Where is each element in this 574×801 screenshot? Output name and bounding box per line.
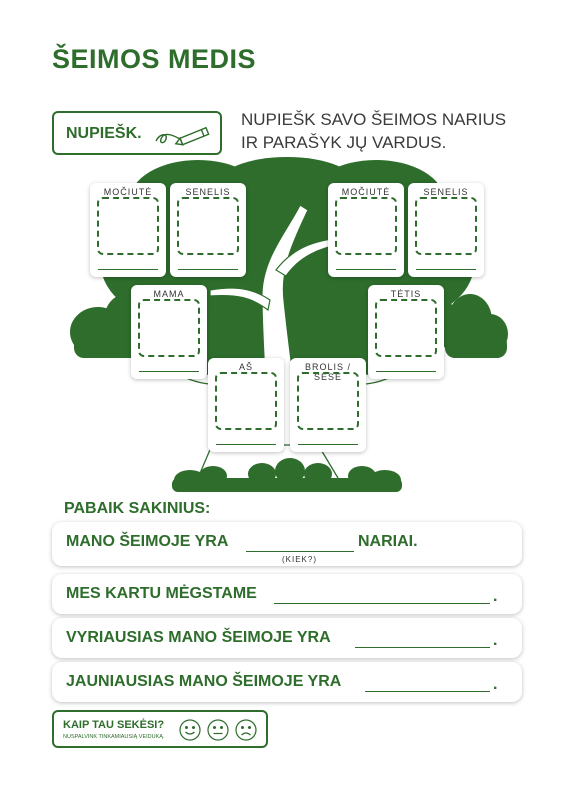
sentence-text: JAUNIAUSIAS MANO ŠEIMOJE YRA (66, 673, 342, 690)
card-label: BROLIS / SESĖ (304, 362, 351, 382)
drawing-frame[interactable] (138, 299, 200, 357)
self-evaluation-box (52, 710, 268, 748)
sentence-text-end: NARIAI. (358, 533, 418, 550)
instruction-line-1: NUPIEŠK SAVO ŠEIMOS NARIUS (241, 110, 507, 129)
happy-face-icon[interactable] (180, 720, 200, 740)
name-line[interactable] (298, 444, 358, 445)
answer-blank[interactable] (365, 691, 490, 692)
sentence-period: . (493, 676, 498, 693)
answer-blank[interactable] (355, 647, 490, 648)
card-label: MOČIUTĖ (341, 187, 391, 197)
answer-blank[interactable] (274, 603, 490, 604)
card-sibling (290, 358, 366, 452)
sentence-period: . (493, 632, 498, 649)
sentence-text: VYRIAUSIAS MANO ŠEIMOJE YRA (66, 629, 331, 646)
card-label: AŠ (238, 362, 253, 372)
card-grandmother-1 (90, 183, 166, 277)
card-grandfather-1 (170, 183, 246, 277)
name-line[interactable] (416, 269, 476, 270)
drawing-frame[interactable] (215, 372, 277, 430)
drawing-frame[interactable] (97, 197, 159, 255)
name-line[interactable] (178, 269, 238, 270)
drawing-frame[interactable] (415, 197, 477, 255)
drawing-frame[interactable] (375, 299, 437, 357)
card-label: MOČIUTĖ (103, 187, 153, 197)
instruction-line-2: IR PARAŠYK JŲ VARDUS. (241, 133, 447, 152)
sentence-row-3 (52, 618, 522, 658)
name-line[interactable] (98, 269, 158, 270)
sentence-period: . (493, 588, 498, 605)
card-label: TĖTIS (390, 289, 422, 299)
drawing-frame[interactable] (297, 372, 359, 430)
drawing-frame[interactable] (335, 197, 397, 255)
sad-face-icon[interactable] (236, 720, 256, 740)
evaluation-subtitle: NUSPALVINK TINKAMIAUSIĄ VEIDUKĄ. (63, 734, 165, 740)
card-grandmother-2 (328, 183, 404, 277)
sentence-text: MANO ŠEIMOJE YRA (66, 533, 229, 550)
card-grandfather-2 (408, 183, 484, 277)
name-line[interactable] (139, 371, 199, 372)
page-title: ŠEIMOS MEDIS (52, 44, 257, 74)
sentence-row-1 (52, 522, 522, 566)
evaluation-question: KAIP TAU SEKĖSI? (63, 719, 165, 731)
name-line[interactable] (376, 371, 436, 372)
neutral-face-icon[interactable] (208, 720, 228, 740)
name-line[interactable] (216, 444, 276, 445)
hint-text: (KIEK?) (282, 555, 318, 564)
card-mother (131, 285, 207, 379)
drawing-frame[interactable] (177, 197, 239, 255)
card-label: SENELIS (185, 187, 231, 197)
card-me (208, 358, 284, 452)
answer-blank[interactable] (246, 551, 354, 552)
sentence-row-4 (52, 662, 522, 702)
name-line[interactable] (336, 269, 396, 270)
sentence-text: MES KARTU MĖGSTAME (66, 585, 257, 602)
draw-label: NUPIEŠK. (66, 125, 142, 142)
finish-sentences-title: PABAIK SAKINIUS: (64, 500, 211, 517)
sentence-row-2 (52, 574, 522, 614)
card-label: SENELIS (423, 187, 469, 197)
card-label: MAMA (153, 289, 185, 299)
faces-group (178, 718, 262, 742)
card-father (368, 285, 444, 379)
